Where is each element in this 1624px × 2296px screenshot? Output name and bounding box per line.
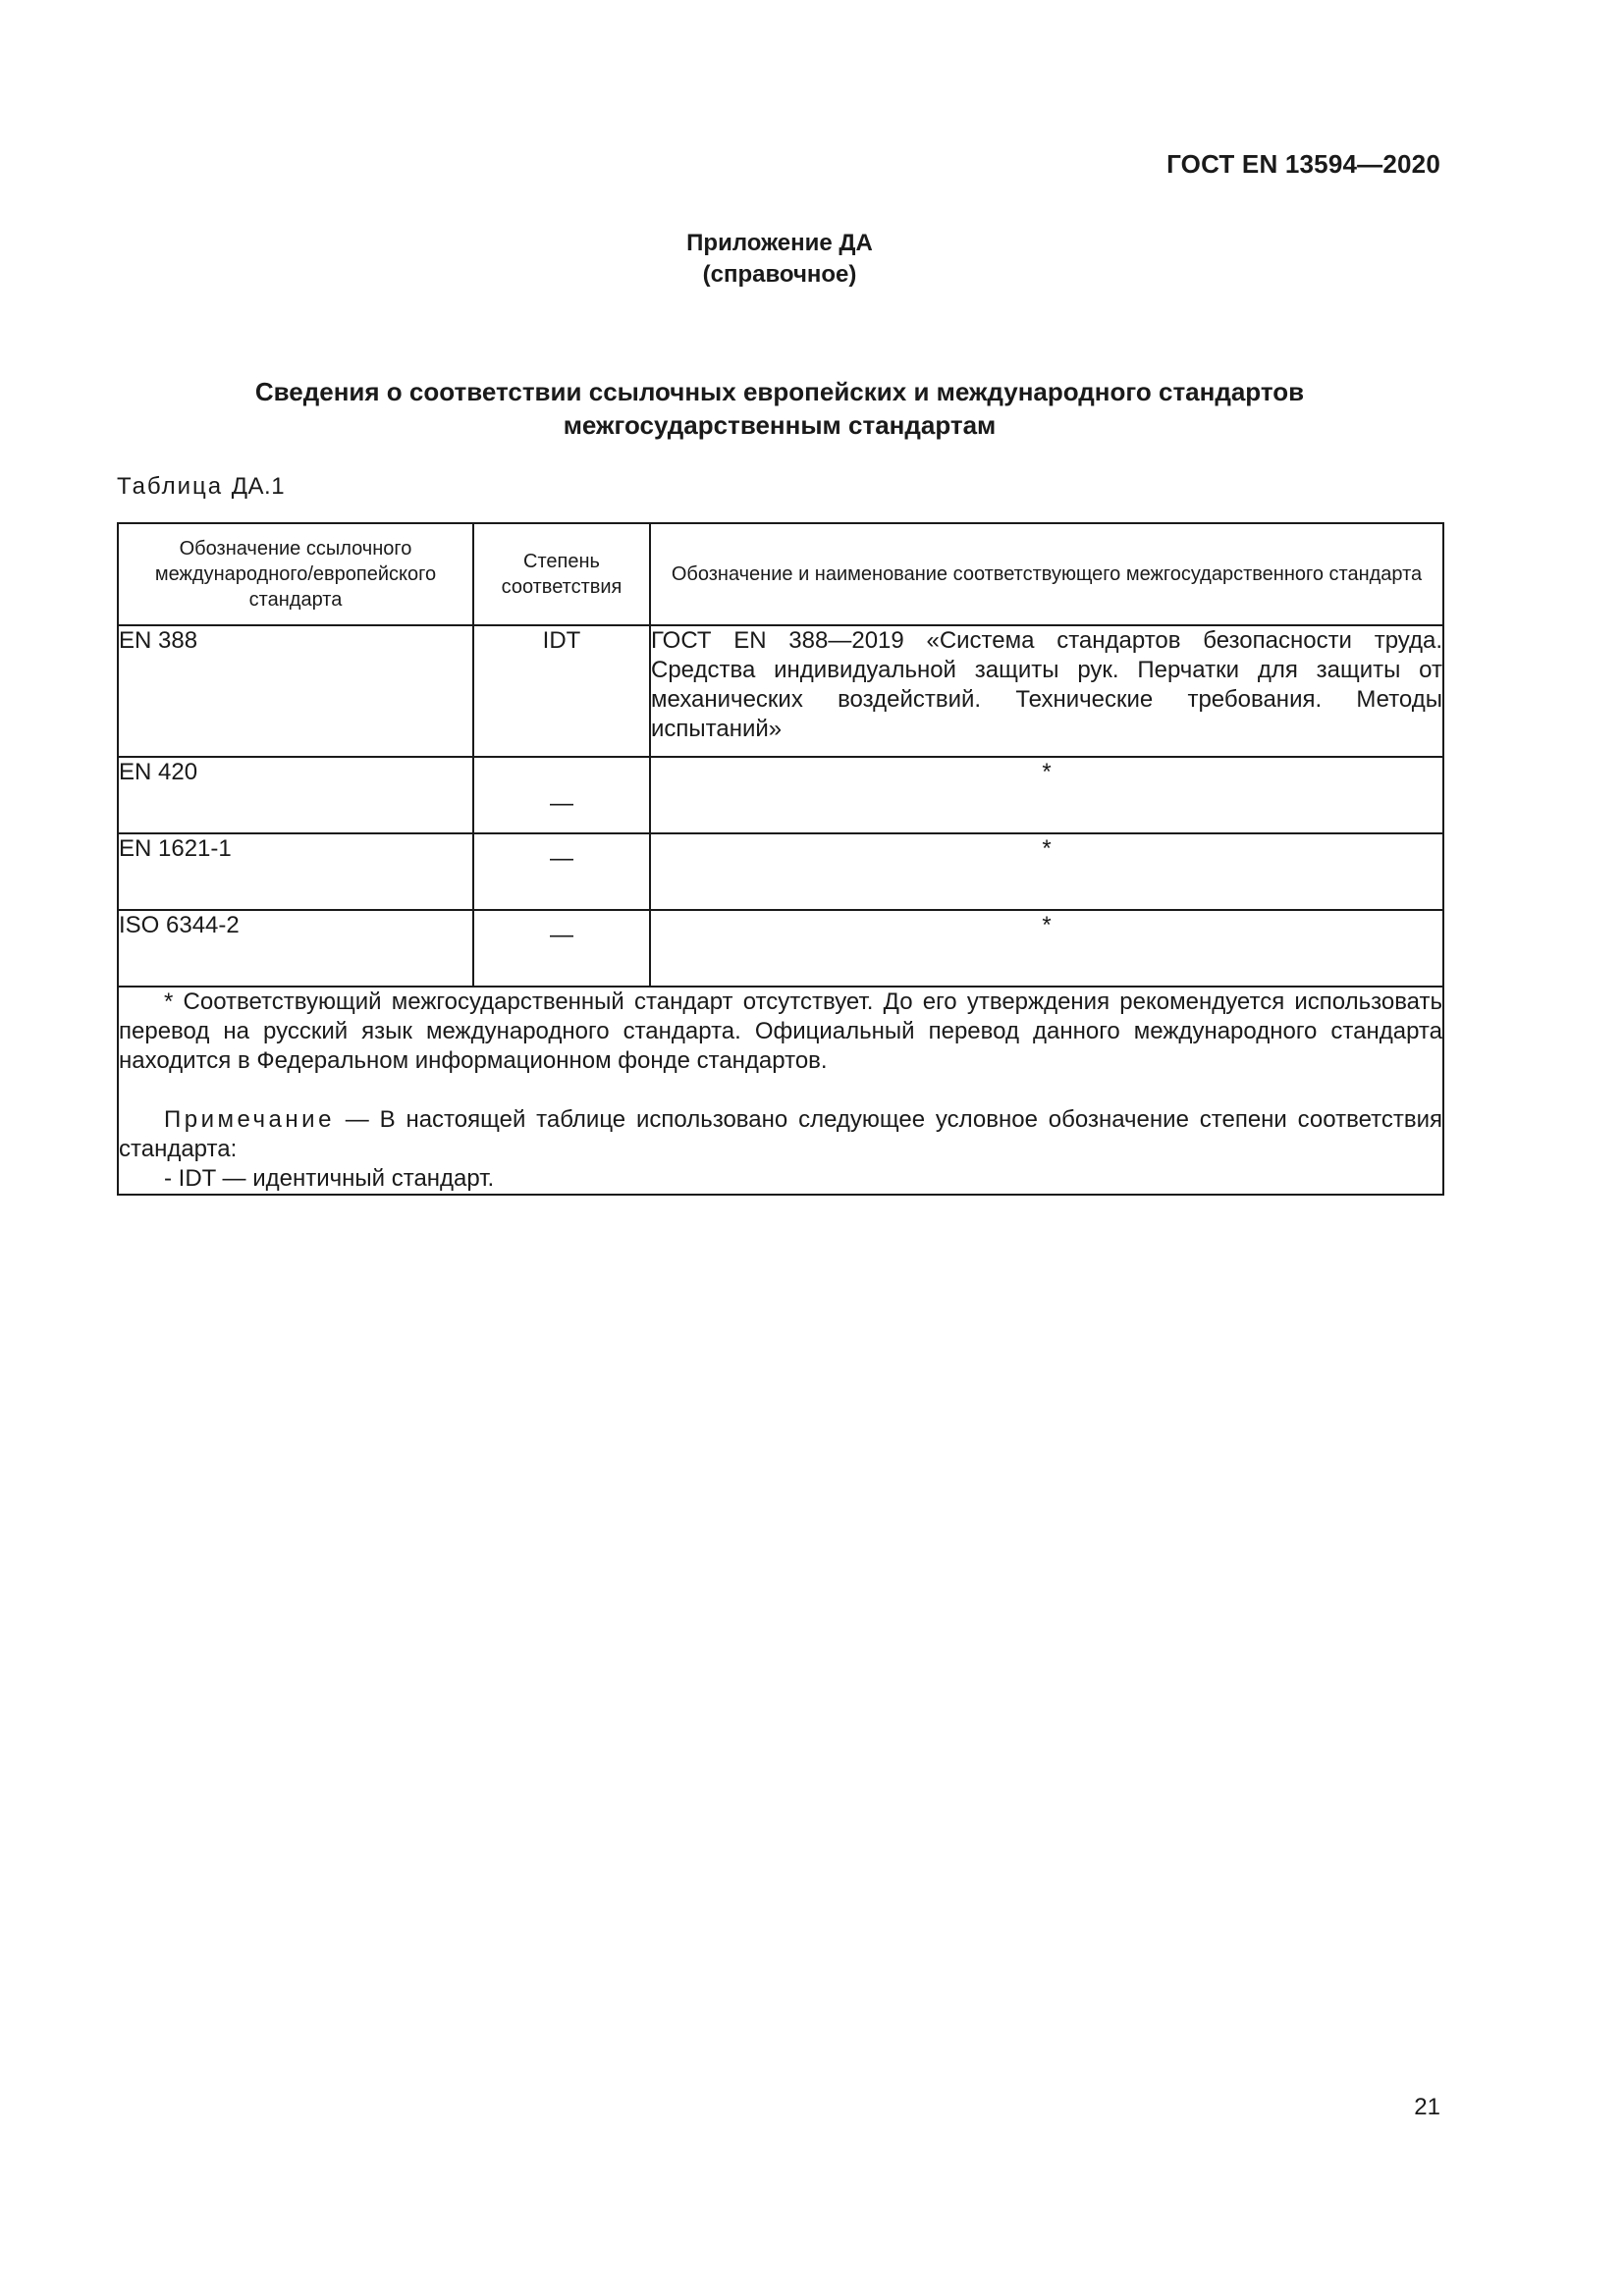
header-interstate-standard: Обозначение и наименование соответствующего межгосударственного стандарта [650, 523, 1443, 625]
table-row [118, 910, 1443, 987]
cell-reference-code: ISO 6344-2 [118, 910, 473, 987]
section-title [0, 375, 1559, 442]
document-code: ГОСТ EN 13594—2020 [1166, 149, 1440, 179]
note-label: Примечание [164, 1106, 335, 1133]
table-row [118, 833, 1443, 910]
cell-reference-code: EN 420 [118, 757, 473, 833]
table-header-row [118, 523, 1443, 625]
annex-subtitle: (справочное) [702, 261, 857, 288]
cell-degree: — [473, 910, 650, 987]
header-reference-standard: Обозначение ссылочного международного/европейского стандарта [118, 523, 473, 625]
table-caption [117, 473, 285, 501]
cell-degree: — [473, 833, 650, 910]
page-number: 21 [1414, 2094, 1440, 2120]
standards-table [117, 522, 1444, 1196]
cell-degree: IDT [473, 625, 650, 757]
table-row [118, 757, 1443, 833]
note-text: — В настоящей таблице использовано следующее условное обозначение степени соответствия стандарта: [119, 1106, 1442, 1162]
table-notes-cell [118, 987, 1443, 1195]
annex-heading [0, 228, 1559, 291]
annex-title: Приложение ДА [686, 230, 873, 256]
cell-reference-code: EN 1621-1 [118, 833, 473, 910]
table-notes-row [118, 987, 1443, 1195]
cell-reference-code: EN 388 [118, 625, 473, 757]
table-row [118, 625, 1443, 757]
note-list-item: - IDT — идентичный стандарт. [164, 1165, 495, 1192]
header-degree: Степень соответствия [473, 523, 650, 625]
table-note [119, 1105, 1442, 1164]
cell-interstate-name: * [650, 757, 1443, 833]
cell-interstate-name: ГОСТ EN 388—2019 «Система стандартов безопасности труда. Средства индивидуальной защиты рук. Перчатки для защиты от механических воздействий. Технические требования. Методы испытаний» [650, 625, 1443, 757]
table-caption-label: Таблица [117, 473, 224, 500]
cell-interstate-name: * [650, 910, 1443, 987]
cell-degree: — [473, 757, 650, 833]
cell-interstate-name: * [650, 833, 1443, 910]
section-title-line2: межгосударственным стандартам [563, 410, 997, 440]
table-footnote: * Соответствующий межгосударственный стандарт отсутствует. До его утверждения рекомендуется использовать перевод на русский язык международного стандарта. Официальный перевод данного международного стандарта находится в Федеральном информационном фонде стандартов. [119, 988, 1442, 1074]
section-title-line1: Сведения о соответствии ссылочных европейских и международного стандартов [254, 377, 1305, 406]
table-caption-number: ДА.1 [231, 473, 286, 500]
